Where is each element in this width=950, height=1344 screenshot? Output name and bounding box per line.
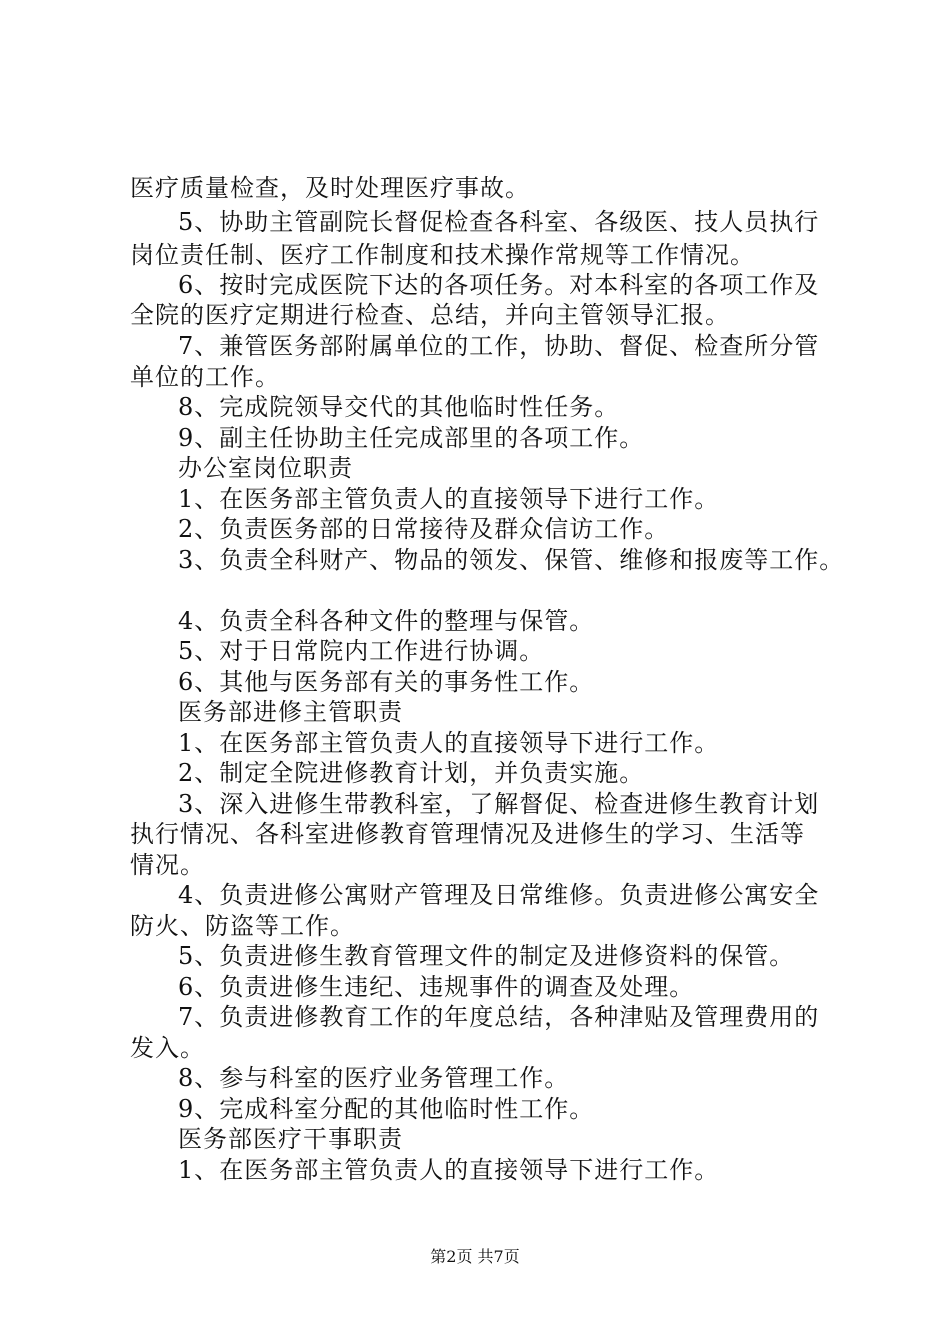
text-line: 5、对于日常院内工作进行协调。 [178,637,545,665]
text-line: 单位的工作。 [130,363,280,391]
text-line: 9、副主任协助主任完成部里的各项工作。 [178,424,645,452]
text-line: 3、深入进修生带教科室，了解督促、检查进修生教育计划 [178,790,820,818]
text-line: 5、协助主管副院长督促检查各科室、各级医、技人员执行 [178,208,820,236]
text-line: 2、负责医务部的日常接待及群众信访工作。 [178,515,670,543]
text-line: 情况。 [130,851,205,879]
text-line: 8、参与科室的医疗业务管理工作。 [178,1064,570,1092]
text-line: 防火、防盗等工作。 [130,912,355,940]
text-line: 6、其他与医务部有关的事务性工作。 [178,668,595,696]
text-line: 7、兼管医务部附属单位的工作，协助、督促、检查所分管 [178,332,820,360]
page-footer [0,1246,950,1268]
text-line: 5、负责进修生教育管理文件的制定及进修资料的保管。 [178,942,795,970]
section-heading: 医务部医疗干事职责 [178,1125,403,1153]
section-heading: 办公室岗位职责 [178,454,353,482]
text-line: 全院的医疗定期进行检查、总结，并向主管领导汇报。 [130,301,730,329]
text-line: 3、负责全科财产、物品的领发、保管、维修和报废等工作。 [178,546,845,574]
text-line: 9、完成科室分配的其他临时性工作。 [178,1095,595,1123]
text-line: 1、在医务部主管负责人的直接领导下进行工作。 [178,485,720,513]
text-line: 执行情况、各科室进修教育管理情况及进修生的学习、生活等 [130,820,805,848]
text-line: 岗位责任制、医疗工作制度和技术操作常规等工作情况。 [130,241,755,269]
text-line: 4、负责全科各种文件的整理与保管。 [178,607,595,635]
text-line: 8、完成院领导交代的其他临时性任务。 [178,393,620,421]
text-line: 4、负责进修公寓财产管理及日常维修。负责进修公寓安全 [178,881,820,909]
text-line: 2、制定全院进修教育计划，并负责实施。 [178,759,645,787]
text-line: 1、在医务部主管负责人的直接领导下进行工作。 [178,729,720,757]
page-number: 第2页 共7页 [430,1247,520,1266]
text-line: 1、在医务部主管负责人的直接领导下进行工作。 [178,1156,720,1184]
text-line: 6、按时完成医院下达的各项任务。对本科室的各项工作及 [178,271,820,299]
text-line: 6、负责进修生违纪、违规事件的调查及处理。 [178,973,695,1001]
text-line: 发入。 [130,1034,205,1062]
text-line: 7、负责进修教育工作的年度总结，各种津贴及管理费用的 [178,1003,820,1031]
text-line: 医疗质量检查，及时处理医疗事故。 [130,174,530,202]
section-heading: 医务部进修主管职责 [178,698,403,726]
